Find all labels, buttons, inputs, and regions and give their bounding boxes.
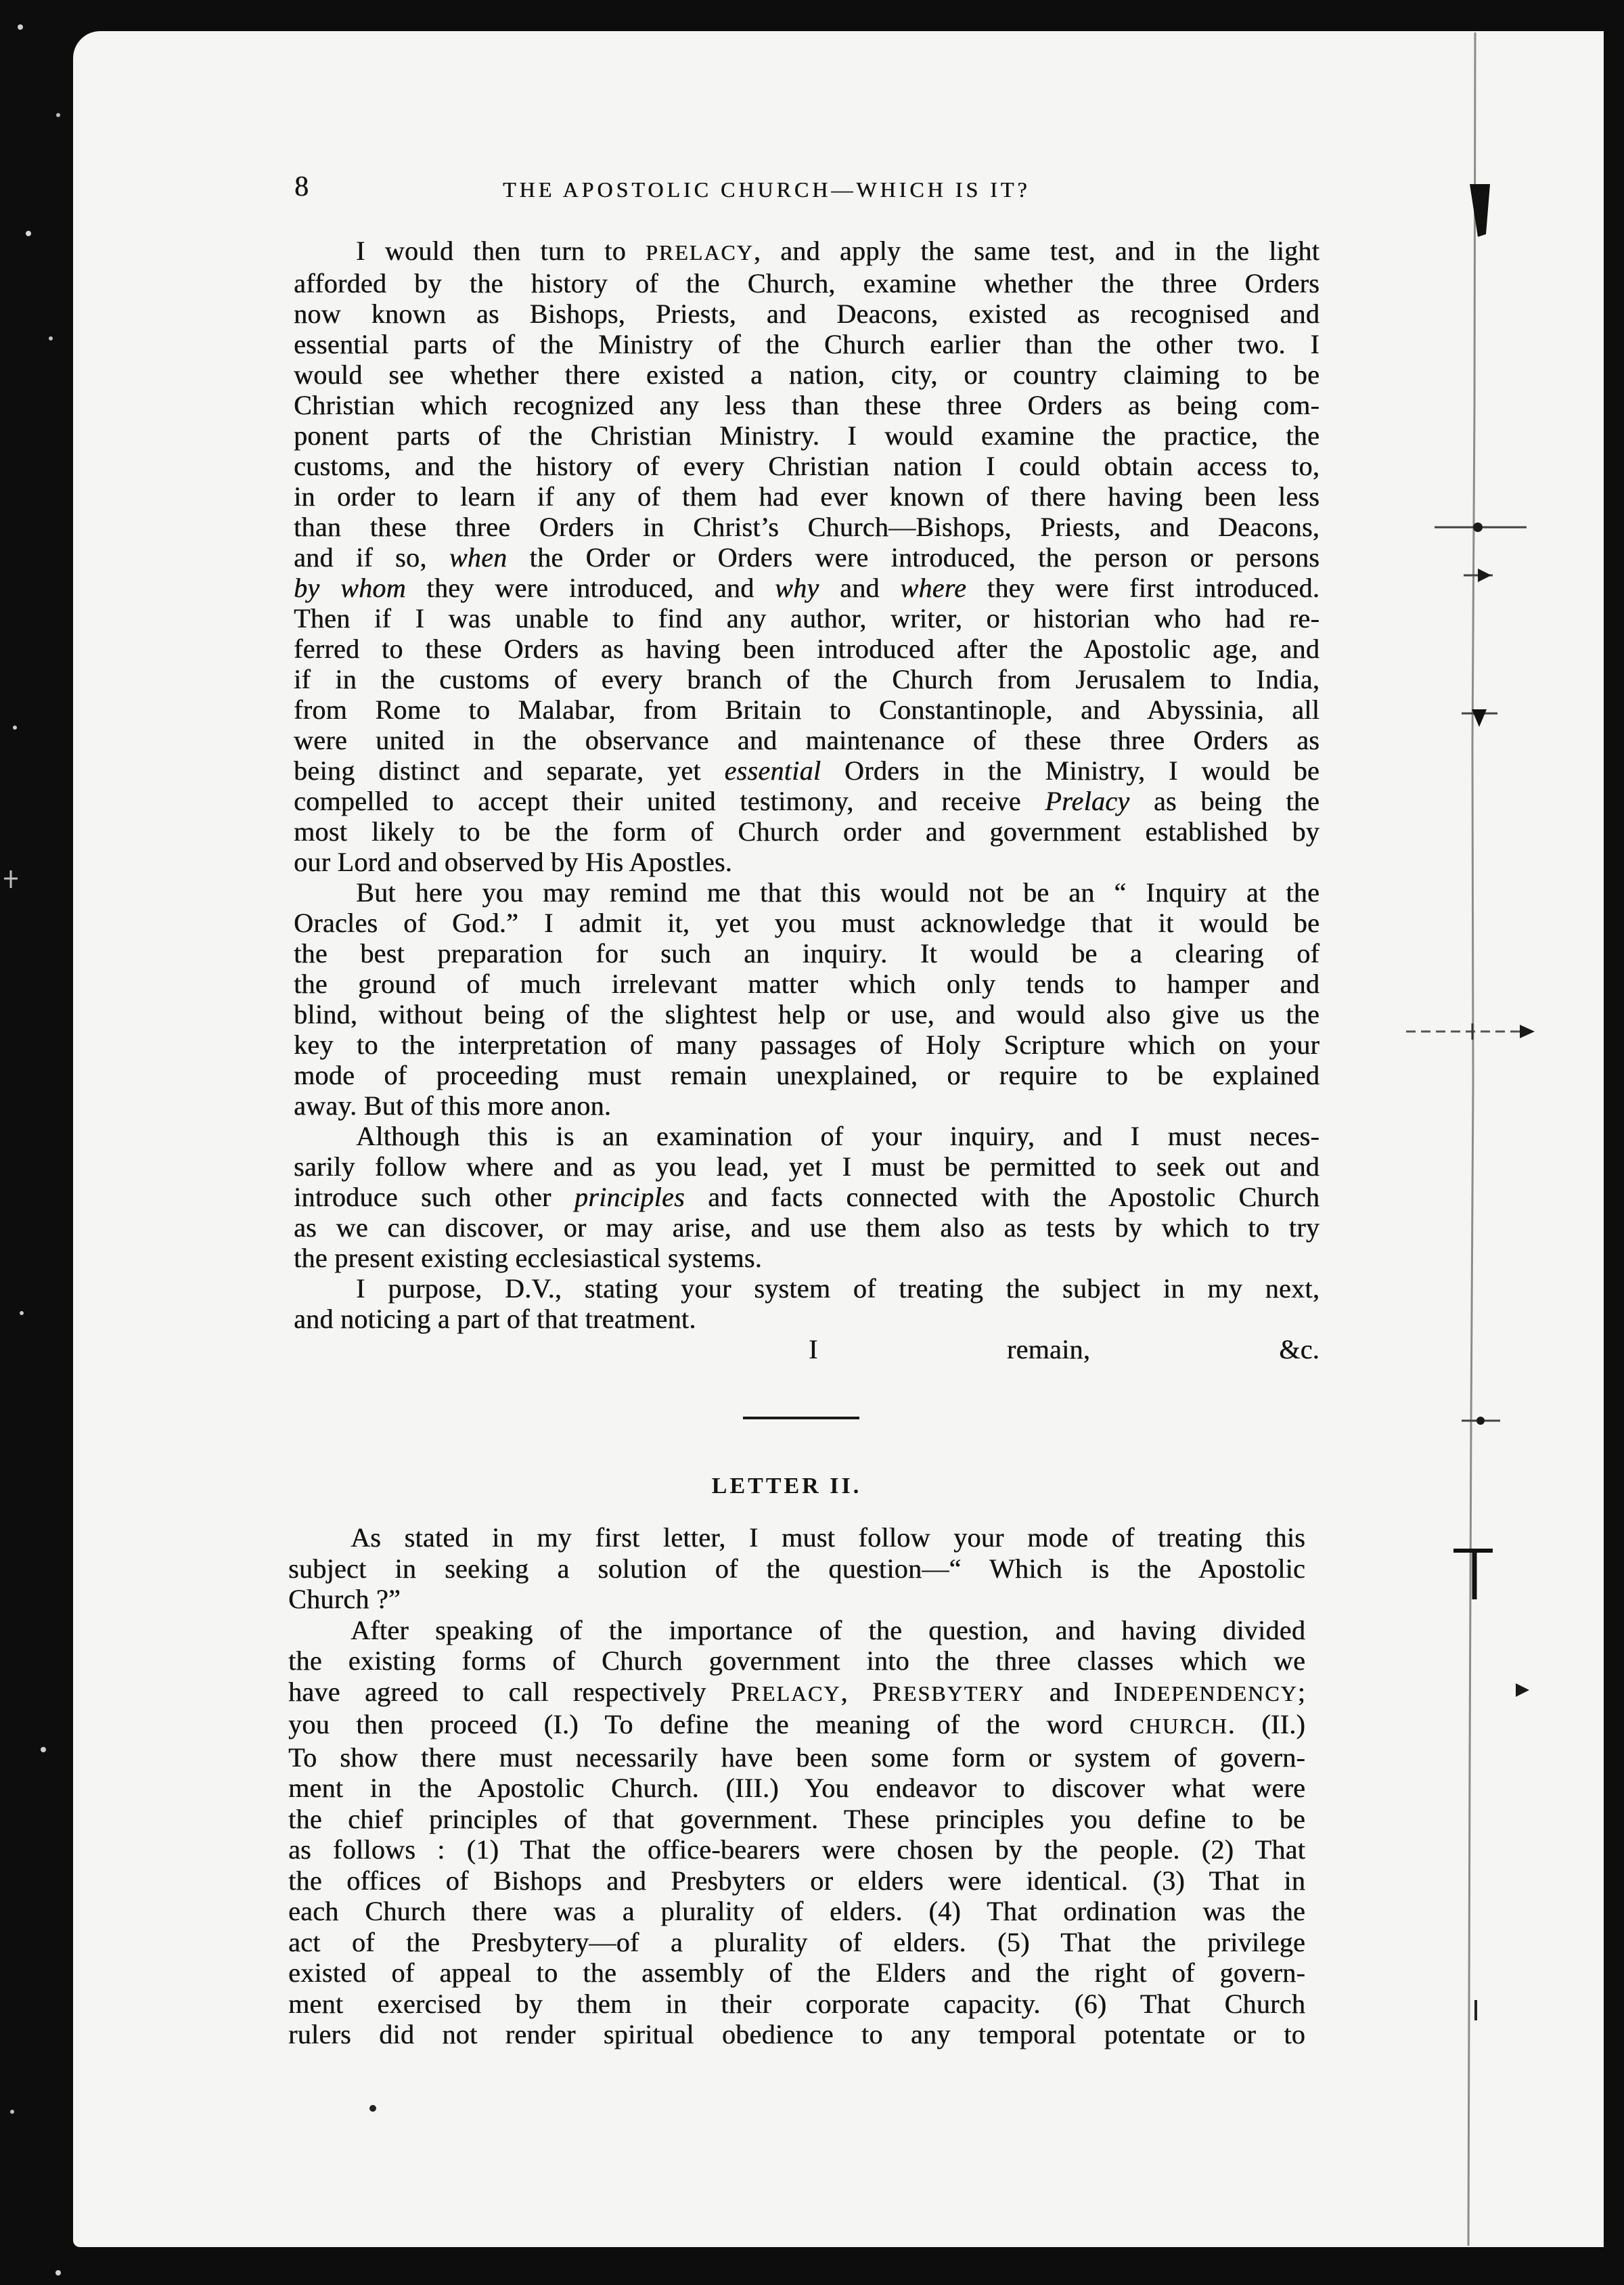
text-line: Oracles of God.” I admit it, yet you must acknowledge that it would be	[294, 908, 1320, 938]
text-run: and	[1024, 1676, 1114, 1707]
text-line: ferred to these Orders as having been introduced after the Apostolic age, and	[294, 634, 1320, 664]
text-line: afforded by the history of the Church, examine whether the three Orders	[294, 268, 1320, 298]
letter-heading: LETTER II.	[711, 1473, 862, 1499]
text-line: Then if I was unable to find any author, writer, or historian who had re-	[294, 603, 1320, 634]
text-line	[288, 1677, 1305, 1710]
text-run: have agreed to call respectively	[288, 1676, 731, 1707]
text-line: customs, and the history of every Christian nation I could obtain access to,	[294, 451, 1320, 481]
small-caps-text: RESBYTERY	[887, 1681, 1025, 1706]
text-run: and if so,	[294, 542, 449, 573]
text-run: I would then turn to	[356, 236, 646, 266]
text-line: subject in seeking a solution of the question—“ Which is the Apostolic	[288, 1553, 1305, 1584]
text-line: as follows : (1) That the office-bearers were chosen by the people. (2) That	[288, 1834, 1305, 1865]
paragraph	[294, 1121, 1320, 1273]
text-line: if in the customs of every branch of the Church from Jerusalem to India,	[294, 664, 1320, 694]
text-run: I	[1113, 1676, 1123, 1707]
text-line: now known as Bishops, Priests, and Deacons, existed as recognised and	[294, 298, 1320, 329]
letter-closing: I remain, &c.	[809, 1334, 1320, 1365]
paragraph	[294, 236, 1320, 877]
text-run: they were first introduced.	[966, 573, 1320, 603]
scan-speck	[20, 1311, 24, 1315]
text-line: the chief principles of that government. These principles you define to be	[288, 1803, 1305, 1834]
text-line	[294, 236, 1320, 268]
italic-text: essential	[724, 755, 821, 786]
small-caps-text: PRELACY	[645, 240, 754, 265]
scan-speck	[4, 870, 18, 888]
text-run: as being the	[1129, 786, 1320, 816]
text-line: the ground of much irrelevant matter which only tends to hamper and	[294, 969, 1320, 999]
text-run: compelled to accept their united testimony, and receive	[294, 786, 1045, 816]
text-line: Church ?”	[288, 1584, 401, 1614]
text-line: from Rome to Malabar, from Britain to Constantinople, and Abyssinia, all	[294, 694, 1320, 725]
text-line: ment in the Apostolic Church. (III.) You endeavor to discover what were	[288, 1773, 1305, 1803]
text-line: But here you may remind me that this would not be an “ Inquiry at the	[356, 877, 1320, 908]
scan-speck	[41, 1747, 46, 1752]
italic-text: where	[900, 573, 967, 603]
text-run: P	[872, 1676, 888, 1707]
text-line: sarily follow where and as you lead, yet I must be permitted to seek out and	[294, 1151, 1320, 1182]
text-line: key to the interpretation of many passages of Holy Scripture which on your	[294, 1029, 1320, 1060]
italic-text: Prelacy	[1045, 786, 1130, 816]
text-line: than these three Orders in Christ’s Church—Bishops, Priests, and Deacons,	[294, 512, 1320, 542]
text-line	[294, 755, 1320, 786]
paragraph	[288, 1615, 1305, 2050]
text-line: blind, without being of the slightest help or use, and would also give us the	[294, 999, 1320, 1029]
text-line: the best preparation for such an inquiry. It would be a clearing of	[294, 938, 1320, 969]
text-line	[294, 573, 1320, 603]
text-line: mode of proceeding must remain unexplained, or require to be explained	[294, 1060, 1320, 1090]
paragraph	[294, 877, 1320, 1121]
text-line	[294, 542, 1320, 573]
text-line: our Lord and observed by His Apostles.	[294, 847, 732, 877]
scan-speck	[49, 336, 53, 340]
text-line: and noticing a part of that treatment.	[294, 1304, 696, 1334]
text-line: To show there must necessarily have been some form or system of govern-	[288, 1742, 1305, 1773]
text-line	[294, 786, 1320, 816]
text-line: the present existing ecclesiastical systems.	[294, 1243, 762, 1273]
text-line: As stated in my first letter, I must follow your mode of treating this	[351, 1522, 1305, 1553]
italic-text: by whom	[294, 573, 406, 603]
text-line: the existing forms of Church government into the three classes which we	[288, 1645, 1305, 1676]
text-line: away. But of this more anon.	[294, 1090, 612, 1121]
page-number: 8	[294, 171, 309, 202]
text-run: you then proceed (I.) To define the meaning of the word	[288, 1709, 1130, 1739]
section-divider	[743, 1417, 859, 1419]
letter-ii-body	[288, 1522, 1305, 2050]
text-run: introduce such other	[294, 1182, 574, 1212]
text-line	[288, 1709, 1305, 1742]
text-line: act of the Presbytery—of a plurality of elders. (5) That the privilege	[288, 1926, 1305, 1957]
paragraph	[288, 1522, 1305, 1615]
text-run: ;	[1297, 1676, 1305, 1707]
text-line: essential parts of the Ministry of the Church earlier than the other two. I	[294, 329, 1320, 359]
text-run: P	[730, 1676, 746, 1707]
small-caps-text: RELACY	[746, 1681, 841, 1706]
text-line: ponent parts of the Christian Ministry. I would examine the practice, the	[294, 420, 1320, 451]
text-line: I purpose, D.V., stating your system of treating the subject in my next,	[356, 1273, 1320, 1304]
text-line: in order to learn if any of them had ever known of there having been less	[294, 481, 1320, 512]
small-caps-text: NDEPENDENCY	[1123, 1681, 1298, 1706]
text-run: and facts connected with the Apostolic Church	[684, 1182, 1320, 1212]
text-run: the Order or Orders were introduced, the person or persons	[507, 542, 1320, 573]
preceding-letter-body	[294, 236, 1320, 1365]
scan-speck	[26, 231, 31, 236]
text-line: After speaking of the importance of the question, and having divided	[351, 1614, 1305, 1645]
text-line: each Church there was a plurality of elders. (4) That ordination was the	[288, 1896, 1305, 1926]
text-run: Orders in the Ministry, I would be	[821, 755, 1320, 786]
text-run: ,	[840, 1676, 872, 1707]
scan-speck	[10, 2110, 14, 2114]
paragraph	[294, 1273, 1320, 1334]
text-line: rulers did not render spiritual obedience to any temporal potentate or to	[288, 2019, 1305, 2049]
text-run: and	[819, 573, 901, 603]
text-run: . (II.)	[1227, 1709, 1305, 1739]
preceding-letter-paragraphs	[294, 236, 1320, 1334]
text-line: existed of appeal to the assembly of the Elders and the right of govern-	[288, 1957, 1305, 1988]
running-title: THE APOSTOLIC CHURCH—WHICH IS IT?	[503, 177, 1031, 202]
text-line: Christian which recognized any less than these three Orders as being com-	[294, 390, 1320, 420]
small-caps-text: CHURCH	[1129, 1714, 1228, 1738]
text-run: being distinct and separate, yet	[294, 755, 725, 786]
text-line: as we can discover, or may arise, and use them also as tests by which to try	[294, 1212, 1320, 1243]
text-line: ment exercised by them in their corporate capacity. (6) That Church	[288, 1988, 1305, 2019]
scan-speck	[18, 24, 23, 30]
text-line: were united in the observance and maintenance of these three Orders as	[294, 725, 1320, 755]
italic-text: principles	[574, 1182, 685, 1212]
italic-text: why	[775, 573, 819, 603]
text-line: would see whether there existed a nation, city, or country claiming to be	[294, 359, 1320, 390]
italic-text: when	[449, 542, 508, 573]
text-line: Although this is an examination of your inquiry, and I must neces-	[356, 1121, 1320, 1151]
scan-speck	[56, 113, 60, 117]
text-line: most likely to be the form of Church order and government established by	[294, 816, 1320, 847]
text-run: , and apply the same test, and in the light	[753, 236, 1320, 266]
scanned-page	[73, 31, 1604, 2247]
scan-speck	[13, 726, 17, 730]
scan-speck	[55, 2270, 61, 2276]
text-line: the offices of Bishops and Presbyters or elders were identical. (3) That in	[288, 1865, 1305, 1896]
text-run: they were introduced, and	[405, 573, 775, 603]
text-line	[294, 1182, 1320, 1212]
